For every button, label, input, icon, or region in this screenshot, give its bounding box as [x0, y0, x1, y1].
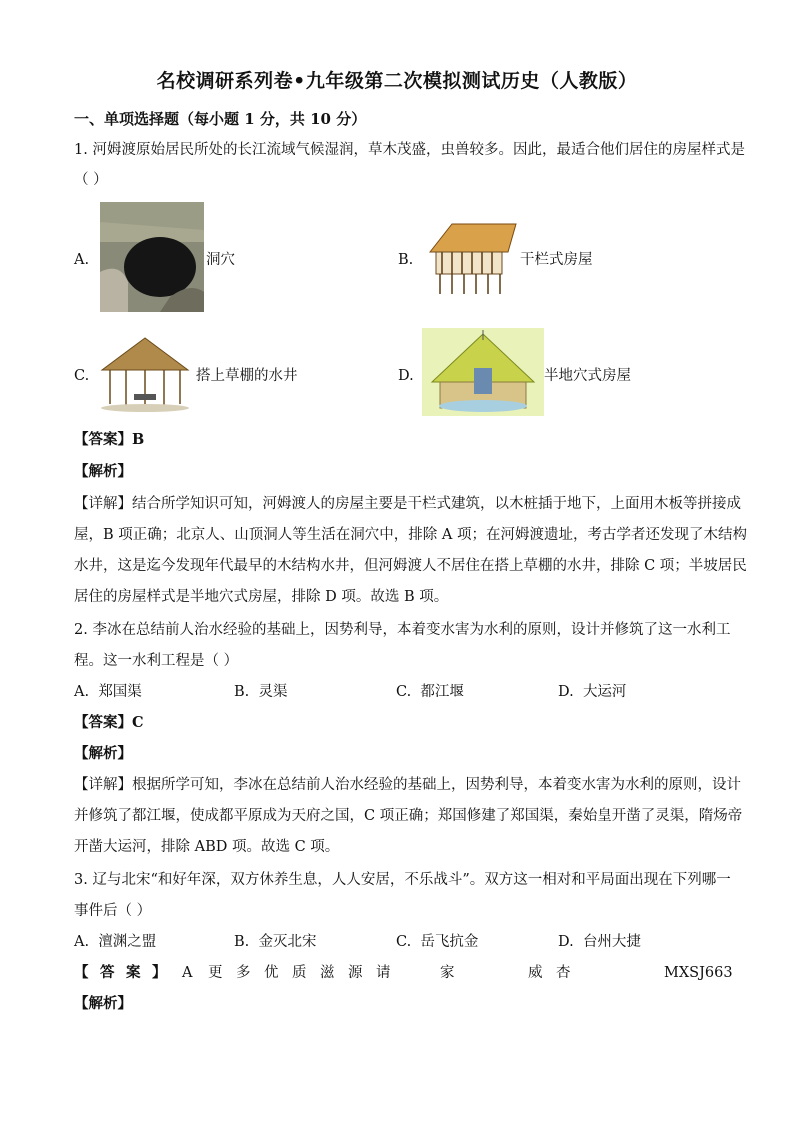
q2-option-a: A. 郑国渠 — [74, 684, 142, 700]
q3-watermark-char-2: 多 — [236, 965, 251, 981]
q3-watermark-char-9: 威 — [528, 965, 543, 981]
q1-stem-line1: 1. 河姆渡原始居民所处的长江流域气候湿润，草木茂盛，虫兽较多。因此，最适合他们居住的房屋样式是 — [74, 142, 745, 158]
q3-option-c: C. 岳飞抗金 — [396, 934, 479, 950]
semi-pit-house-image — [422, 328, 544, 416]
q3-analysis-label: 【解析】 — [74, 995, 132, 1012]
q1-detail-line1: 【详解】结合所学知识可知，河姆渡人的房屋主要是干栏式建筑，以木桩插于地下，上面用木板等拼接成 — [74, 496, 741, 512]
q1-detail-line2: 屋，B 项正确；北京人、山顶洞人等生活在洞穴中，排除 A 项；在河姆渡遗址，考古学者还发现了木结构 — [74, 527, 747, 543]
q1-option-a-text: 洞穴 — [206, 252, 235, 268]
section-heading: 一、单项选择题（每小题 1 分，共 10 分） — [74, 110, 367, 128]
q3-watermark-char-4: 质 — [292, 965, 307, 981]
stilt-house-image — [422, 218, 518, 296]
q2-detail-line2: 并修筑了都江堰，使成都平原成为天府之国，C 项正确；郑国修建了郑国渠，秦始皇开凿了灵渠，隋炀帝 — [74, 808, 743, 824]
q1-option-d-text: 半地穴式房屋 — [544, 368, 631, 384]
q3-watermark-code: MXSJ663 — [664, 965, 733, 981]
q2-analysis-label: 【解析】 — [74, 745, 132, 762]
q1-detail-line3: 水井，这是迄今发现年代最早的木结构水井，但河姆渡人不居住在搭上草棚的水井，排除 C 项；半坡居民 — [74, 558, 747, 574]
q1-option-c-text: 搭上草棚的水井 — [196, 368, 298, 384]
q3-option-a: A. 澶渊之盟 — [74, 934, 157, 950]
q3-watermark-char-3: 优 — [264, 965, 279, 981]
q1-stem-line2: （ ） — [74, 172, 108, 188]
q1-analysis-label: 【解析】 — [74, 463, 132, 480]
q3-answer-letter: A — [182, 965, 193, 981]
cave-image — [100, 202, 204, 312]
q3-option-b: B. 金灭北宋 — [234, 934, 317, 950]
q2-detail-line1: 【详解】根据所学可知，李冰在总结前人治水经验的基础上，因势利导，本着变水害为水利的原则，设计 — [74, 777, 741, 793]
q1-option-b-letter: B. — [398, 252, 414, 268]
q3-watermark-char-8: 家 — [440, 965, 455, 981]
q2-option-b: B. 灵渠 — [234, 684, 288, 700]
q3-stem-line1: 3. 辽与北宋“和好年深，双方休养生息，人人安居，不乐战斗”。双方这一相对和平局面出现在下列哪一 — [74, 872, 731, 888]
q2-option-d: D. 大运河 — [558, 684, 627, 700]
q3-watermark-char-5: 滋 — [320, 965, 335, 981]
page-title: 名校调研系列卷•九年级第二次模拟测试历史（人教版） — [156, 70, 638, 92]
thatched-well-image — [96, 334, 194, 412]
q1-option-c-letter: C. — [74, 368, 90, 384]
q2-detail-line3: 开凿大运河，排除 ABD 项。故选 C 项。 — [74, 839, 340, 855]
q3-watermark-char-6: 源 — [348, 965, 363, 981]
q3-answer-bracket-close: 】 — [152, 964, 167, 981]
q1-answer: 【答案】B — [74, 431, 145, 448]
q1-option-b-text: 干栏式房屋 — [520, 252, 593, 268]
q1-option-a-letter: A. — [74, 252, 90, 268]
q3-stem-line2: 事件后（ ） — [74, 903, 152, 919]
q3-answer-char-2: 案 — [126, 964, 141, 981]
q3-option-d: D. 台州大捷 — [558, 934, 641, 950]
q3-answer-char-1: 答 — [100, 964, 115, 981]
q2-option-c: C. 都江堰 — [396, 684, 464, 700]
q3-answer-bracket-open: 【 — [74, 964, 89, 981]
q1-option-d-letter: D. — [398, 368, 414, 384]
q2-stem-line2: 程。这一水利工程是（ ） — [74, 653, 239, 669]
q3-watermark-char-7: 请 — [376, 965, 391, 981]
q1-detail-line4: 居住的房屋样式是半地穴式房屋，排除 D 项。故选 B 项。 — [74, 589, 449, 605]
q2-answer: 【答案】C — [74, 714, 144, 731]
q2-stem-line1: 2. 李冰在总结前人治水经验的基础上，因势利导，本着变水害为水利的原则，设计并修筑了这一水利工 — [74, 622, 731, 638]
q3-watermark-char-1: 更 — [208, 965, 223, 981]
q3-watermark-char-10: 杏 — [556, 965, 571, 981]
